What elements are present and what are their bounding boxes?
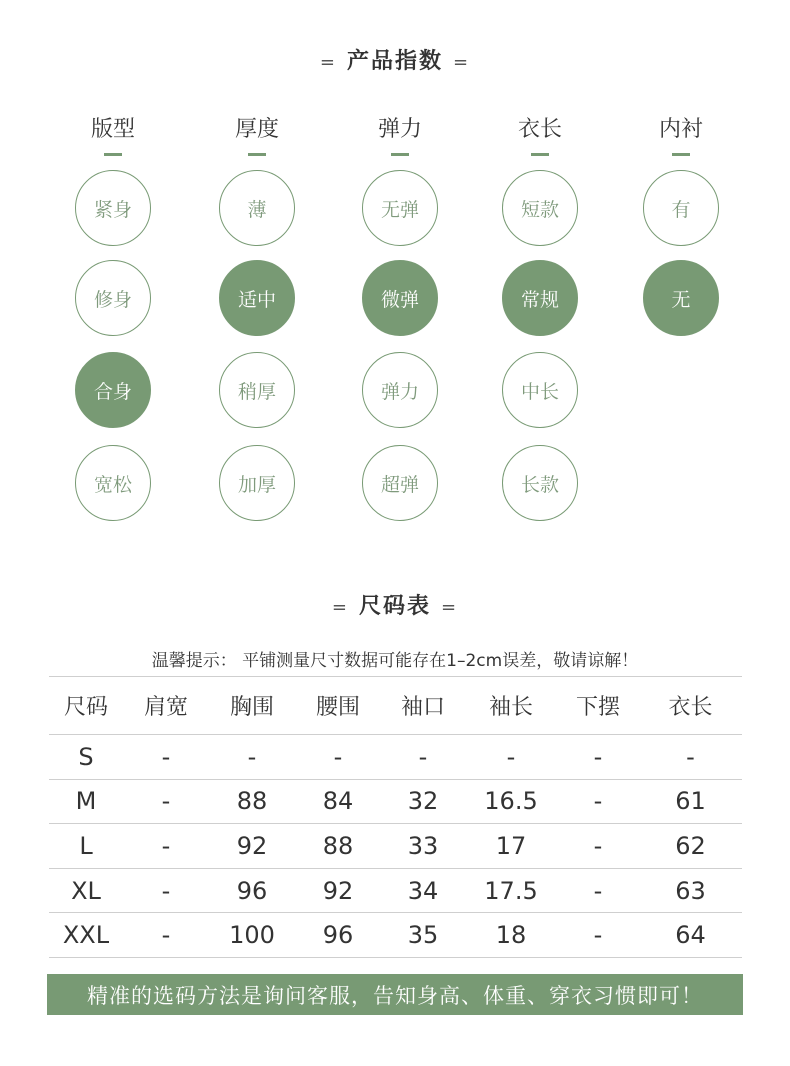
size-title-text: 尺码表 <box>358 594 431 619</box>
size-section-title <box>0 589 790 620</box>
size-value-cell: 84 <box>295 779 381 824</box>
size-value-cell: - <box>557 735 639 780</box>
size-value-cell: - <box>557 824 639 869</box>
column-heading-label: 厚度 <box>234 117 279 142</box>
heading-underline <box>672 153 690 156</box>
size-row <box>49 868 742 913</box>
size-table-header-cell: 肩宽 <box>123 677 209 735</box>
size-table-header-cell: 尺码 <box>49 677 123 735</box>
index-option: 无弹 <box>362 170 438 246</box>
index-option: 宽松 <box>75 445 151 521</box>
size-value-cell: 17.5 <box>465 868 557 913</box>
column-heading <box>340 112 460 156</box>
size-value-cell: 34 <box>381 868 465 913</box>
size-value-cell: 92 <box>295 868 381 913</box>
index-option: 加厚 <box>219 445 295 521</box>
size-value-cell: 96 <box>295 913 381 958</box>
column-heading <box>621 112 741 156</box>
size-table-header <box>49 677 742 735</box>
size-value-cell: 35 <box>381 913 465 958</box>
size-value-cell: 63 <box>639 868 742 913</box>
measurement-tip: 温馨提示： 平铺测量尺寸数据可能存在1–2cm误差，敬请谅解！ <box>151 651 639 671</box>
index-option: 薄 <box>219 170 295 246</box>
index-option: 中长 <box>502 352 578 428</box>
size-value-cell: - <box>557 868 639 913</box>
size-label-cell: S <box>49 735 123 780</box>
index-option-selected: 合身 <box>75 352 151 428</box>
heading-underline <box>104 153 122 156</box>
title-decoration-left: = <box>331 597 349 618</box>
size-value-cell: - <box>557 779 639 824</box>
column-heading-label: 衣长 <box>517 117 562 142</box>
index-option: 弹力 <box>362 352 438 428</box>
size-value-cell: - <box>295 735 381 780</box>
size-value-cell: - <box>123 779 209 824</box>
index-option-selected: 微弹 <box>362 260 438 336</box>
size-row <box>49 779 742 824</box>
size-value-cell: - <box>123 824 209 869</box>
size-value-cell: 88 <box>209 779 295 824</box>
column-heading-label: 弹力 <box>377 117 422 142</box>
index-title-text: 产品指数 <box>346 49 443 74</box>
heading-underline <box>248 153 266 156</box>
size-label-cell: L <box>49 824 123 869</box>
size-value-cell: - <box>557 913 639 958</box>
size-value-cell: 61 <box>639 779 742 824</box>
size-table-header-cell: 腰围 <box>295 677 381 735</box>
size-value-cell: - <box>209 735 295 780</box>
size-value-cell: - <box>465 735 557 780</box>
size-label-cell: XXL <box>49 913 123 958</box>
title-decoration-right: = <box>441 597 459 618</box>
index-option-selected: 无 <box>643 260 719 336</box>
size-value-cell: - <box>123 735 209 780</box>
size-row <box>49 824 742 869</box>
index-section-title <box>0 44 790 75</box>
size-value-cell: 17 <box>465 824 557 869</box>
size-value-cell: 92 <box>209 824 295 869</box>
index-option: 紧身 <box>75 170 151 246</box>
size-label-cell: XL <box>49 868 123 913</box>
size-value-cell: 18 <box>465 913 557 958</box>
size-value-cell: 64 <box>639 913 742 958</box>
column-heading <box>197 112 317 156</box>
title-decoration-right: = <box>453 52 471 73</box>
index-option: 稍厚 <box>219 352 295 428</box>
size-table-body <box>49 735 742 958</box>
index-option: 长款 <box>502 445 578 521</box>
heading-underline <box>391 153 409 156</box>
size-table-header-cell: 袖长 <box>465 677 557 735</box>
size-value-cell: 96 <box>209 868 295 913</box>
size-value-cell: 100 <box>209 913 295 958</box>
size-value-cell: 88 <box>295 824 381 869</box>
column-heading-label: 版型 <box>90 117 135 142</box>
size-table <box>49 676 742 958</box>
size-table-header-cell: 下摆 <box>557 677 639 735</box>
size-value-cell: 16.5 <box>465 779 557 824</box>
heading-underline <box>531 153 549 156</box>
size-table-header-cell: 衣长 <box>639 677 742 735</box>
footer-banner: 精准的选码方法是询问客服，告知身高、体重、穿衣习惯即可！ <box>47 974 743 1015</box>
index-option: 超弹 <box>362 445 438 521</box>
index-option: 短款 <box>502 170 578 246</box>
size-label-cell: M <box>49 779 123 824</box>
size-value-cell: - <box>123 913 209 958</box>
title-decoration-left: = <box>319 52 337 73</box>
size-value-cell: - <box>123 868 209 913</box>
size-value-cell: 32 <box>381 779 465 824</box>
size-value-cell: - <box>381 735 465 780</box>
size-value-cell: 62 <box>639 824 742 869</box>
size-row <box>49 913 742 958</box>
column-heading <box>53 112 173 156</box>
index-option-selected: 常规 <box>502 260 578 336</box>
index-option-selected: 适中 <box>219 260 295 336</box>
size-table-header-cell: 袖口 <box>381 677 465 735</box>
size-row <box>49 735 742 780</box>
size-value-cell: - <box>639 735 742 780</box>
column-heading <box>480 112 600 156</box>
size-value-cell: 33 <box>381 824 465 869</box>
index-option: 有 <box>643 170 719 246</box>
size-table-header-cell: 胸围 <box>209 677 295 735</box>
index-option: 修身 <box>75 260 151 336</box>
column-heading-label: 内衬 <box>658 117 703 142</box>
